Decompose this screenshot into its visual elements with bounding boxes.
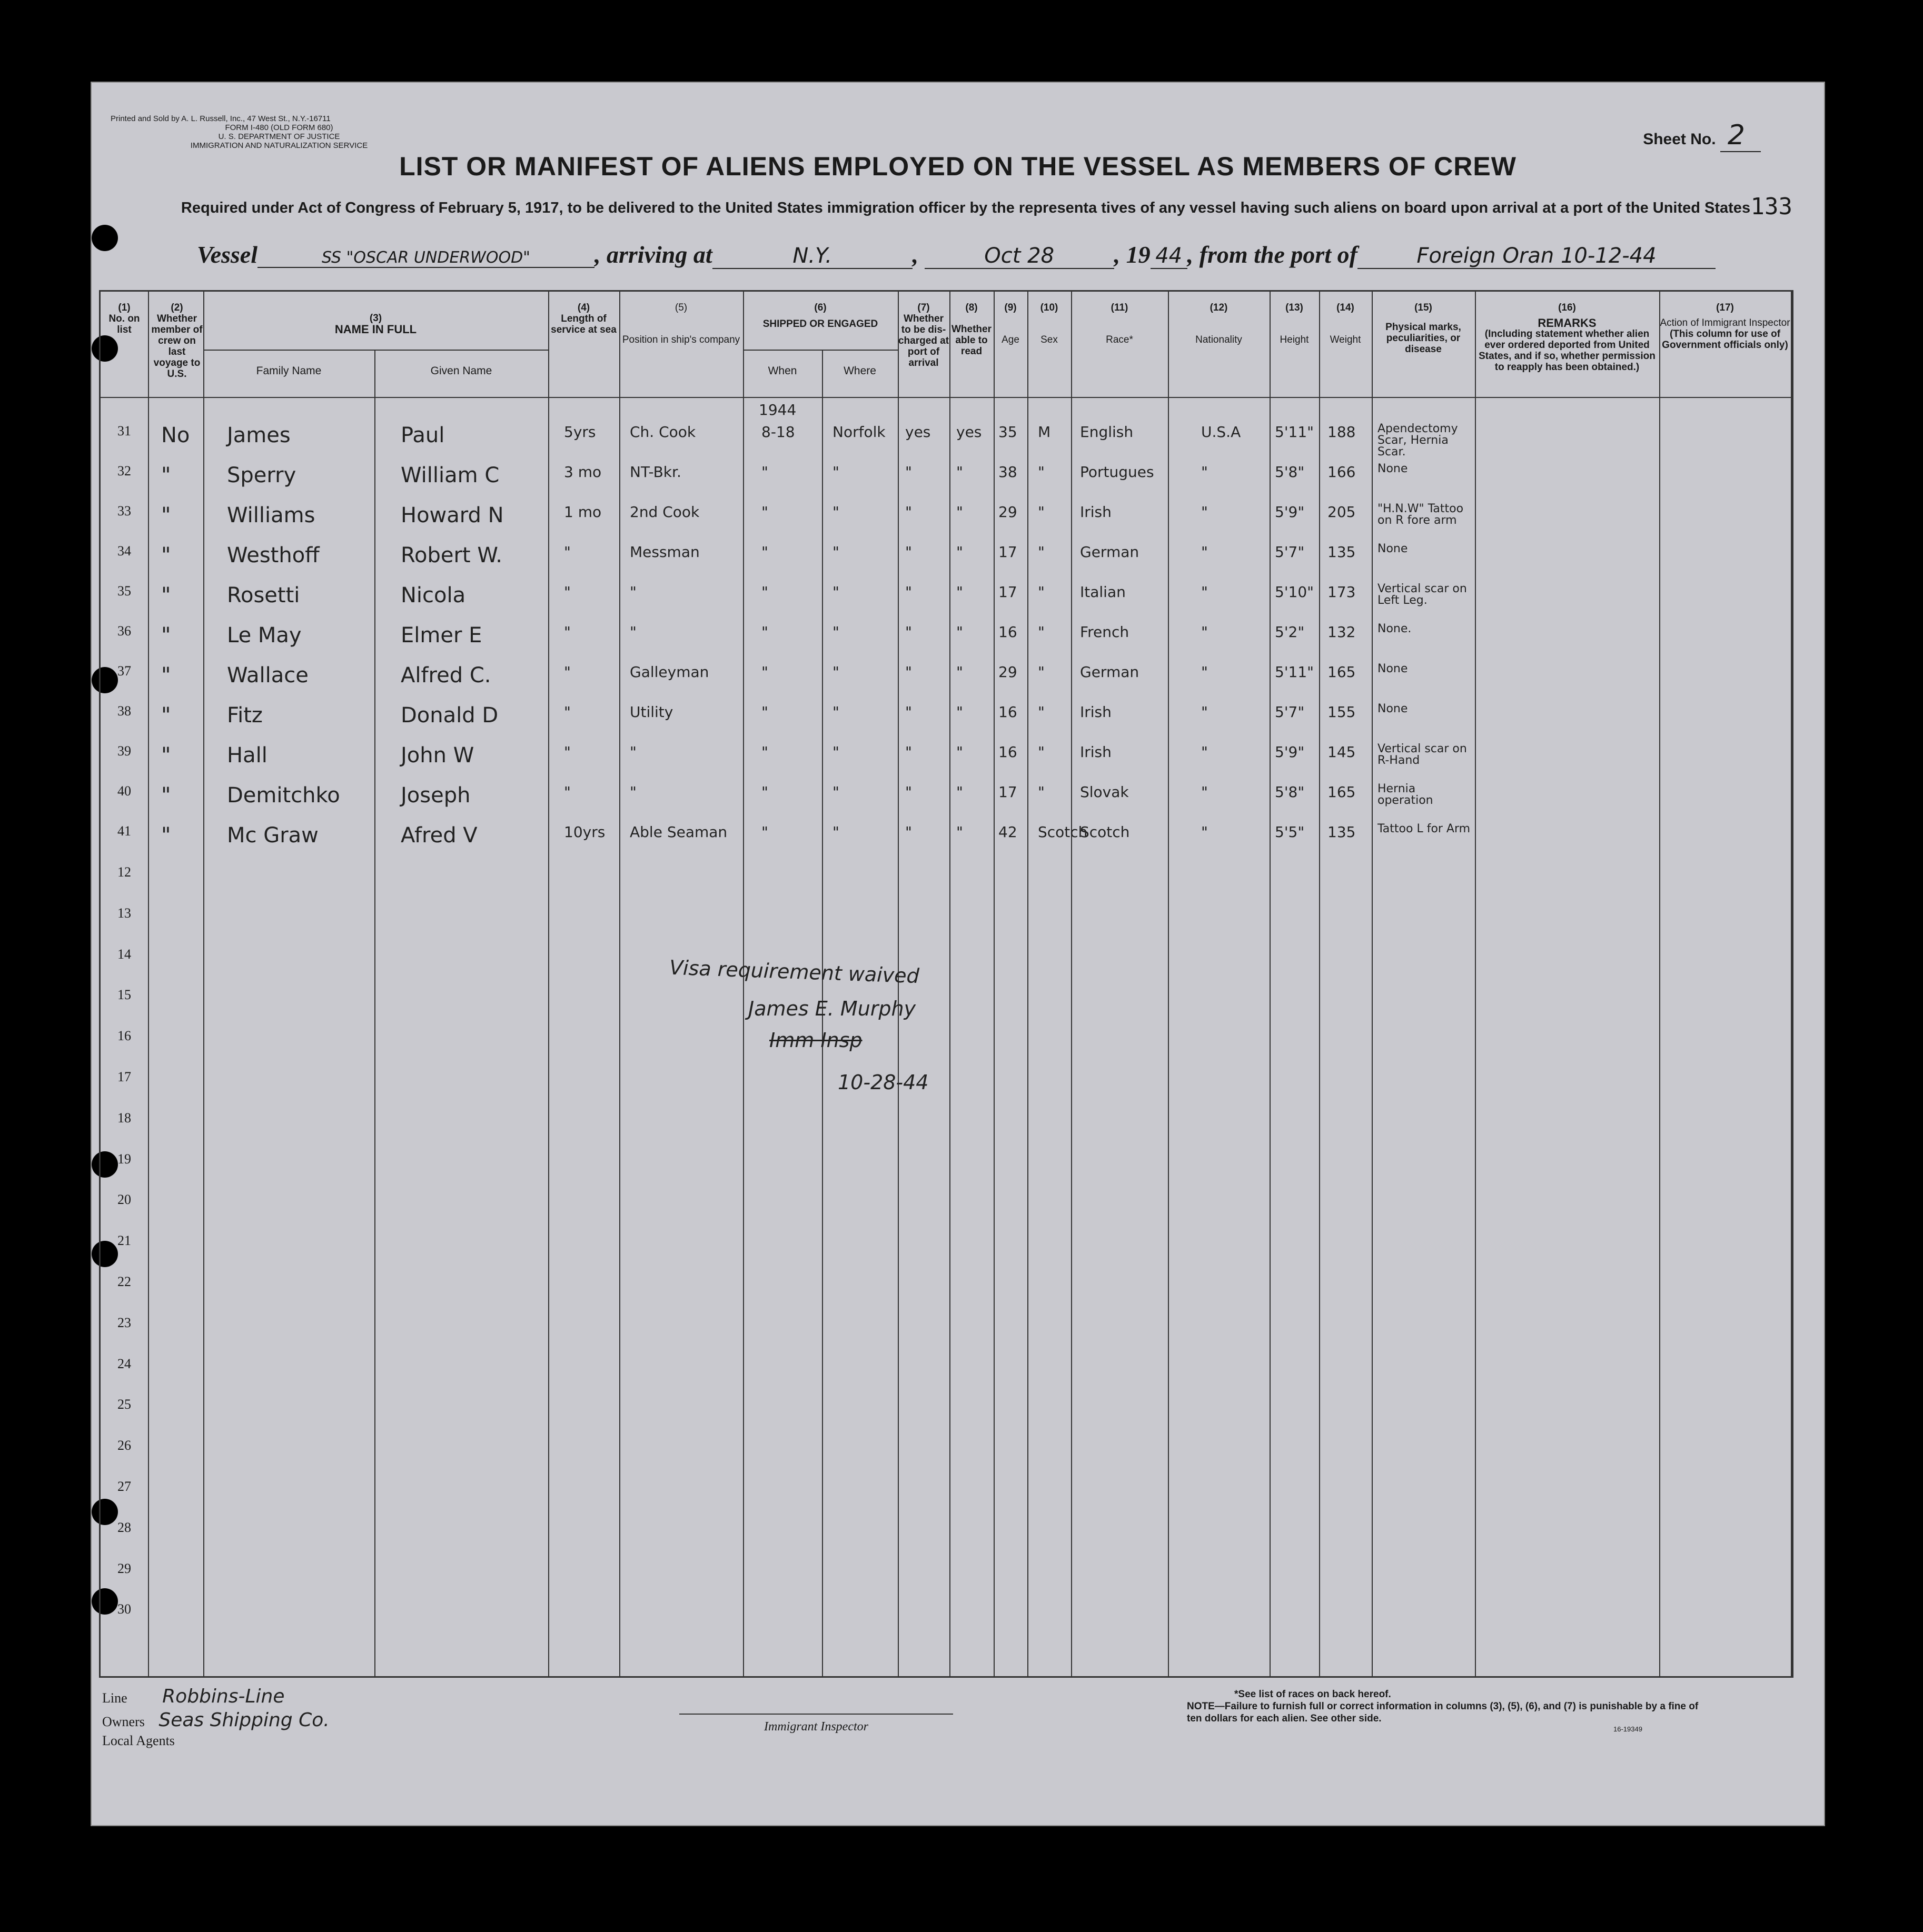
cell-prev: " (161, 543, 171, 567)
col-divider (1270, 292, 1271, 1676)
cell-race: German (1080, 663, 1139, 681)
cell-age: 29 (998, 663, 1017, 681)
cell-where: " (832, 623, 839, 641)
inspector-signature-line (679, 1714, 953, 1715)
col5-header: (5) Position in ship's company (622, 302, 740, 345)
owners-value: Seas Shipping Co. (158, 1709, 330, 1731)
local-agents-field (102, 1733, 175, 1749)
cell-position: " (630, 623, 637, 641)
col13-header: (13) Height (1280, 302, 1309, 345)
cell-height: 5'8" (1275, 463, 1305, 481)
cell-position: " (630, 743, 637, 761)
cell-weight: 188 (1327, 423, 1356, 441)
cell-where: " (832, 783, 839, 801)
line-value: Robbins-Line (162, 1686, 285, 1707)
cell-position: Messman (630, 543, 700, 561)
col-divider (1319, 292, 1320, 1676)
cell-when: " (761, 463, 768, 481)
cell-given: Joseph (401, 783, 471, 808)
col3-header: (3) NAME IN FULL (334, 313, 417, 336)
arriving-port: N.Y. (712, 244, 913, 269)
col12-header: (12) Nationality (1195, 302, 1242, 345)
cell-when: " (761, 663, 768, 681)
cell-service: 5yrs (564, 423, 596, 441)
cell-marks: Vertical scar on Left Leg. (1377, 582, 1467, 607)
cell-sex: M (1038, 423, 1051, 441)
cell-no: 34 (117, 543, 131, 559)
row-number: 25 (117, 1397, 131, 1412)
cell-race: Italian (1080, 583, 1126, 601)
cell-age: 16 (998, 623, 1017, 641)
cell-no: 31 (117, 423, 131, 439)
row-number: 26 (117, 1438, 131, 1453)
cell-height: 5'10" (1275, 583, 1314, 601)
cell-service: " (564, 583, 571, 601)
col-divider (1791, 292, 1792, 1676)
cell-weight: 173 (1327, 583, 1356, 601)
cell-nationality: " (1201, 743, 1208, 761)
row-number: 22 (117, 1274, 131, 1289)
cell-discharged: " (905, 543, 912, 561)
row-number: 17 (117, 1069, 131, 1084)
manifest-sheet (91, 82, 1825, 1826)
row-number: 30 (117, 1601, 131, 1617)
row-number: 21 (117, 1233, 131, 1249)
col-divider (1372, 292, 1373, 1676)
row-number: 15 (117, 987, 131, 1003)
cell-discharged: " (905, 463, 912, 481)
cell-nationality: " (1201, 623, 1208, 641)
cell-sex: " (1038, 783, 1045, 801)
cell-weight: 145 (1327, 743, 1356, 761)
cell-sex: " (1038, 703, 1045, 721)
cell-prev: " (161, 663, 171, 688)
header-bottom-line (101, 397, 1792, 398)
cell-family: Rosetti (227, 583, 300, 608)
vessel-name: SS "OSCAR UNDERWOOD" (257, 248, 594, 268)
sheet-number-value: 2 (1720, 119, 1761, 152)
cell-height: 5'11" (1275, 423, 1314, 441)
col-divider (1071, 292, 1072, 1676)
form-code: 16-19349 (1613, 1725, 1642, 1733)
col6-header: (6) SHIPPED OR ENGAGED (762, 302, 878, 330)
sheet-number-field (1643, 119, 1761, 151)
cell-prev: " (161, 583, 171, 608)
row-divider (203, 350, 548, 351)
footnotes (1187, 1688, 1713, 1725)
cell-marks: None. (1377, 622, 1412, 635)
cell-marks: None (1377, 662, 1408, 675)
cell-no: 40 (117, 783, 131, 799)
cell-where: " (832, 663, 839, 681)
col3b-header: Given Name (430, 365, 492, 377)
row-number: 28 (117, 1519, 131, 1535)
cell-marks: Apendectomy Scar, Hernia Scar. (1377, 422, 1458, 459)
vessel-line (197, 241, 1716, 269)
arrival-date: Oct 28 (925, 244, 1114, 269)
date-sep: , (912, 241, 919, 268)
cell-discharged: " (905, 783, 912, 801)
col-divider (743, 292, 744, 1676)
cell-age: 17 (998, 543, 1017, 561)
cell-race: Irish (1080, 743, 1112, 761)
cell-nationality: " (1201, 543, 1208, 561)
cell-service: " (564, 663, 571, 681)
cell-nationality: U.S.A (1201, 423, 1241, 441)
col-divider (949, 292, 950, 1676)
cell-race: Slovak (1080, 783, 1129, 801)
cell-height: 5'7" (1275, 543, 1305, 561)
cell-given: Elmer E (401, 623, 482, 648)
crew-table (99, 290, 1793, 1678)
cell-service: " (564, 623, 571, 641)
col2-header: (2) Whether member of crew on last voyage to U.S. (151, 302, 203, 380)
cell-family: Mc Graw (227, 823, 319, 848)
cell-race: German (1080, 543, 1139, 561)
cell-prev: " (161, 743, 171, 768)
vessel-label: Vessel (197, 241, 257, 268)
cell-discharged: " (905, 823, 912, 841)
owners-field (102, 1709, 330, 1731)
cell-where: " (832, 503, 839, 521)
cell-age: 35 (998, 423, 1017, 441)
cell-family: Wallace (227, 663, 309, 688)
cell-when: 8-18 (761, 423, 795, 441)
from-port: Foreign Oran 10-12-44 (1357, 244, 1716, 269)
cell-height: 5'9" (1275, 743, 1305, 761)
cell-where: " (832, 743, 839, 761)
cell-service: " (564, 743, 571, 761)
cell-given: Alfred C. (401, 663, 491, 688)
col-divider (1475, 292, 1476, 1676)
col15-header: (15) Physical marks, peculiarities, or disease (1385, 302, 1461, 355)
cell-no: 32 (117, 463, 131, 479)
inspector-title: Imm Insp (769, 1029, 863, 1052)
cell-read: " (956, 503, 963, 521)
col11-header: (11) Race* (1106, 302, 1133, 345)
row-number: 19 (117, 1151, 131, 1167)
cell-age: 17 (998, 783, 1017, 801)
cell-age: 17 (998, 583, 1017, 601)
cell-prev: " (161, 703, 171, 728)
cell-nationality: " (1201, 583, 1208, 601)
col10-header: (10) Sex (1040, 302, 1058, 345)
cell-race: Portugues (1080, 463, 1154, 481)
cell-age: 29 (998, 503, 1017, 521)
cell-where: " (832, 703, 839, 721)
year-note: 1944 (759, 401, 797, 419)
cell-read: " (956, 543, 963, 561)
cell-discharged: " (905, 583, 912, 601)
cell-where: " (832, 823, 839, 841)
col-divider (1659, 292, 1660, 1676)
cell-no: 39 (117, 743, 131, 759)
cell-when: " (761, 823, 768, 841)
cell-sex: Scotch (1038, 823, 1088, 841)
department: U. S. DEPARTMENT OF JUSTICE (218, 132, 340, 141)
cell-position: NT-Bkr. (630, 463, 681, 481)
printer-block (111, 114, 448, 150)
cell-discharged: " (905, 623, 912, 641)
arriving-label: , arriving at (594, 241, 712, 268)
cell-no: 41 (117, 823, 131, 839)
cell-age: 38 (998, 463, 1017, 481)
cell-nationality: " (1201, 783, 1208, 801)
cell-read: " (956, 703, 963, 721)
cell-when: " (761, 703, 768, 721)
col7-header: (7) Whether to be dis-charged at port of arrival (898, 302, 949, 369)
cell-weight: 135 (1327, 823, 1356, 841)
arrival-year: 44 (1151, 244, 1187, 269)
col-divider (1168, 292, 1169, 1676)
cell-height: 5'9" (1275, 503, 1305, 521)
cell-discharged: yes (905, 423, 931, 441)
col-divider (548, 292, 549, 1676)
line-field (102, 1686, 285, 1707)
row-number: 20 (117, 1192, 131, 1208)
col3a-header: Family Name (256, 365, 322, 377)
cell-no: 37 (117, 663, 131, 679)
visa-waiver-note: Visa requirement waived (669, 955, 920, 988)
cell-position: 2nd Cook (630, 503, 700, 521)
cell-marks: "H.N.W" Tattoo on R fore arm (1377, 502, 1464, 527)
cell-nationality: " (1201, 663, 1208, 681)
cell-race: Irish (1080, 503, 1112, 521)
cell-family: James (227, 423, 291, 447)
cell-marks: None (1377, 462, 1408, 475)
cell-weight: 135 (1327, 543, 1356, 561)
cell-service: 1 mo (564, 503, 602, 521)
col-divider (994, 292, 995, 1676)
cell-nationality: " (1201, 463, 1208, 481)
cell-position: Ch. Cook (630, 423, 696, 441)
cell-service: " (564, 783, 571, 801)
form-number: FORM I-480 (OLD FORM 680) (225, 123, 333, 132)
col6a-header: When (768, 365, 797, 377)
col16-header: (16) REMARKS (Including statement whether alien ever ordered deported from United States, and if so, whether permission to reapply has been obtained.) (1479, 302, 1656, 373)
cell-read: yes (956, 423, 982, 441)
cell-service: 10yrs (564, 823, 606, 841)
cell-read: " (956, 623, 963, 641)
cell-no: 33 (117, 503, 131, 519)
cell-prev: No (161, 423, 190, 447)
col6b-header: Where (844, 365, 876, 377)
inspector-label: Immigrant Inspector (764, 1720, 868, 1734)
cell-height: 5'7" (1275, 703, 1305, 721)
from-port-label: , from the port of (1187, 241, 1357, 268)
col17-header: (17) Action of Immigrant Inspector (This column for use of Government officials only) (1660, 302, 1790, 351)
cell-read: " (956, 783, 963, 801)
cell-height: 5'5" (1275, 823, 1305, 841)
cell-given: John W (401, 743, 474, 768)
cell-discharged: " (905, 743, 912, 761)
cell-marks: Hernia operation (1377, 782, 1433, 807)
col-divider (619, 292, 620, 1676)
cell-weight: 205 (1327, 503, 1356, 521)
row-divider (743, 350, 898, 351)
cell-age: 16 (998, 703, 1017, 721)
col-divider (148, 292, 149, 1676)
cell-height: 5'11" (1275, 663, 1314, 681)
cell-race: English (1080, 423, 1134, 441)
cell-race: Irish (1080, 703, 1112, 721)
cell-marks: Tattoo L for Arm (1377, 822, 1471, 835)
printer-line: Printed and Sold by A. L. Russell, Inc., 47 West St., N.Y.-16711 (111, 114, 331, 123)
cell-prev: " (161, 823, 171, 848)
cell-given: Robert W. (401, 543, 502, 567)
cell-marks: None (1377, 542, 1408, 555)
cell-family: Hall (227, 743, 267, 768)
cell-position: Utility (630, 703, 673, 721)
cell-sex: " (1038, 583, 1045, 601)
cell-discharged: " (905, 663, 912, 681)
cell-prev: " (161, 463, 171, 487)
stamp-number: 133 (1750, 193, 1792, 220)
cell-where: " (832, 463, 839, 481)
cell-nationality: " (1201, 823, 1208, 841)
cell-weight: 165 (1327, 663, 1356, 681)
cell-position: Able Seaman (630, 823, 728, 841)
cell-family: Fitz (227, 703, 263, 728)
cell-marks: Vertical scar on R-Hand (1377, 742, 1467, 767)
col4-header: (4) Length of service at sea (551, 302, 617, 335)
cell-prev: " (161, 503, 171, 527)
cell-where: " (832, 583, 839, 601)
year-prefix: , 19 (1114, 241, 1151, 268)
cell-given: Nicola (401, 583, 466, 608)
cell-family: Sperry (227, 463, 296, 487)
cell-marks: None (1377, 702, 1408, 715)
cell-no: 36 (117, 623, 131, 639)
cell-family: Le May (227, 623, 302, 648)
cell-weight: 132 (1327, 623, 1356, 641)
cell-when: " (761, 543, 768, 561)
cell-discharged: " (905, 503, 912, 521)
cell-position: " (630, 583, 637, 601)
cell-race: Scotch (1080, 823, 1130, 841)
cell-nationality: " (1201, 703, 1208, 721)
cell-height: 5'2" (1275, 623, 1305, 641)
cell-when: " (761, 623, 768, 641)
col-divider (203, 292, 204, 1676)
cell-read: " (956, 663, 963, 681)
cell-given: Donald D (401, 703, 499, 728)
cell-family: Williams (227, 503, 315, 527)
row-number: 16 (117, 1028, 131, 1044)
penalty-note: NOTE—Failure to furnish full or correct information in columns (3), (5), (6), and (7) is punishable by a fine of ten dollars for each alien. See other side. (1187, 1701, 1699, 1724)
page-subtitle: Required under Act of Congress of February 5, 1917, to be delivered to the United States immigration officer by the representa tives of any vessel having such aliens on board upon arrival at a port of the United States (181, 200, 1751, 216)
cell-weight: 155 (1327, 703, 1356, 721)
cell-weight: 165 (1327, 783, 1356, 801)
cell-read: " (956, 823, 963, 841)
cell-given: Howard N (401, 503, 504, 527)
service: IMMIGRATION AND NATURALIZATION SERVICE (190, 141, 368, 150)
cell-position: Galleyman (630, 663, 709, 681)
cell-no: 38 (117, 703, 131, 719)
col14-header: (14) Weight (1330, 302, 1361, 345)
cell-family: Westhoff (227, 543, 320, 567)
row-number: 12 (117, 864, 131, 880)
cell-age: 16 (998, 743, 1017, 761)
cell-service: 3 mo (564, 463, 602, 481)
inspector-signature: James E. Murphy (748, 997, 916, 1020)
cell-discharged: " (905, 703, 912, 721)
owners-label: Owners (102, 1714, 145, 1729)
punch-hole (92, 225, 118, 251)
cell-given: Afred V (401, 823, 478, 848)
row-number: 23 (117, 1314, 131, 1330)
race-note: *See list of races on back hereof. (1234, 1689, 1391, 1700)
cell-height: 5'8" (1275, 783, 1305, 801)
cell-sex: " (1038, 543, 1045, 561)
cell-read: " (956, 583, 963, 601)
cell-sex: " (1038, 463, 1045, 481)
cell-where: " (832, 543, 839, 561)
col-divider (374, 350, 375, 1676)
cell-read: " (956, 463, 963, 481)
cell-prev: " (161, 623, 171, 648)
cell-when: " (761, 783, 768, 801)
col1-header: (1) No. on list (108, 302, 140, 335)
cell-read: " (956, 743, 963, 761)
cell-age: 42 (998, 823, 1017, 841)
cell-weight: 166 (1327, 463, 1356, 481)
cell-service: " (564, 703, 571, 721)
cell-sex: " (1038, 663, 1045, 681)
page-title: LIST OR MANIFEST OF ALIENS EMPLOYED ON THE VESSEL AS MEMBERS OF CREW (399, 152, 1516, 181)
local-agents-label: Local Agents (102, 1733, 175, 1748)
col-divider (1027, 292, 1028, 1676)
cell-sex: " (1038, 743, 1045, 761)
signature-date: 10-28-44 (838, 1071, 929, 1094)
row-number: 13 (117, 905, 131, 921)
cell-nationality: " (1201, 503, 1208, 521)
row-number: 14 (117, 946, 131, 962)
cell-sex: " (1038, 503, 1045, 521)
col9-header: (9) Age (1002, 302, 1019, 345)
row-number: 18 (117, 1110, 131, 1126)
cell-family: Demitchko (227, 783, 340, 808)
cell-given: Paul (401, 423, 445, 447)
cell-where: Norfolk (832, 423, 886, 441)
cell-when: " (761, 743, 768, 761)
row-number: 24 (117, 1356, 131, 1371)
sheet-number-label: Sheet No. (1643, 131, 1716, 148)
cell-prev: " (161, 783, 171, 808)
cell-when: " (761, 503, 768, 521)
line-label: Line (102, 1690, 127, 1706)
cell-race: French (1080, 623, 1129, 641)
cell-sex: " (1038, 623, 1045, 641)
cell-when: " (761, 583, 768, 601)
cell-no: 35 (117, 583, 131, 599)
row-number: 27 (117, 1479, 131, 1494)
cell-service: " (564, 543, 571, 561)
row-number: 29 (117, 1560, 131, 1576)
cell-given: William C (401, 463, 500, 487)
cell-position: " (630, 783, 637, 801)
col8-header: (8) Whether able to read (951, 302, 992, 357)
